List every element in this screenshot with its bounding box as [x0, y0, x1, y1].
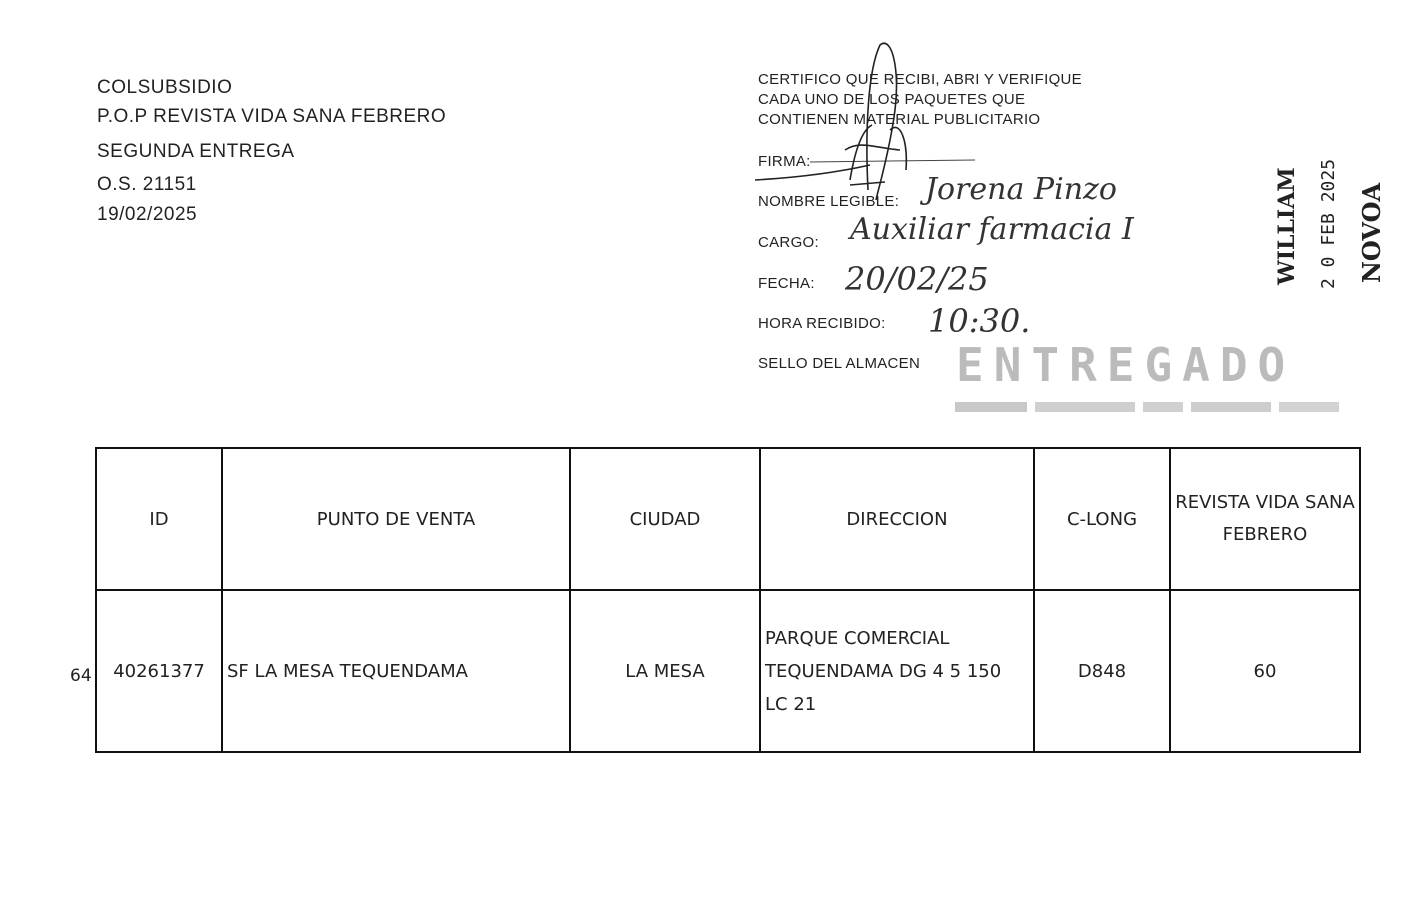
- hora-label: HORA RECIBIDO:: [758, 315, 886, 332]
- cell-punto-de-venta: SF LA MESA TEQUENDAMA: [222, 590, 570, 752]
- entregado-stamp: ENTREGADO: [956, 338, 1296, 392]
- campaign-title: P.O.P REVISTA VIDA SANA FEBRERO: [97, 106, 447, 127]
- cargo-label: CARGO:: [758, 234, 819, 251]
- cell-ciudad: LA MESA: [570, 590, 760, 752]
- cell-id: 40261377: [96, 590, 222, 752]
- document-date: 19/02/2025: [97, 204, 198, 225]
- company-name: COLSUBSIDIO: [97, 77, 233, 98]
- table-header-row: [96, 448, 1360, 590]
- hora-handwritten: 10:30.: [928, 302, 1031, 340]
- fecha-handwritten: 20/02/25: [845, 260, 989, 298]
- header-id: ID: [96, 448, 222, 590]
- stamp-date: 2 0 FEB 2025: [1318, 158, 1339, 289]
- nombre-handwritten: Jorena Pinzo: [925, 172, 1117, 207]
- header-revista: REVISTA VIDA SANA FEBRERO: [1170, 448, 1360, 590]
- fecha-label: FECHA:: [758, 275, 815, 292]
- firma-label: FIRMA:: [758, 153, 811, 170]
- header-c-long: C-LONG: [1034, 448, 1170, 590]
- header-punto-de-venta: PUNTO DE VENTA: [222, 448, 570, 590]
- cargo-handwritten: Auxiliar farmacia I: [850, 212, 1134, 247]
- certificate-line-1: CERTIFICO QUE RECIBI, ABRI Y VERIFIQUE: [758, 71, 1082, 88]
- certificate-line-3: CONTIENEN MATERIAL PUBLICITARIO: [758, 111, 1041, 128]
- cell-direccion: PARQUE COMERCIAL TEQUENDAMA DG 4 5 150 LC 21: [760, 590, 1034, 752]
- cell-revista-quantity: 60: [1170, 590, 1360, 752]
- certificate-line-2: CADA UNO DE LOS PAQUETES QUE: [758, 91, 1026, 108]
- delivery-table: [95, 447, 1361, 753]
- stamp-name-bottom: NOVOA: [1357, 182, 1386, 283]
- cell-c-long: D848: [1034, 590, 1170, 752]
- header-direccion: DIRECCION: [760, 448, 1034, 590]
- entregado-stamp-subline: [955, 398, 1350, 416]
- service-order: O.S. 21151: [97, 174, 197, 195]
- delivery-stage: SEGUNDA ENTREGA: [97, 141, 295, 162]
- header-ciudad: CIUDAD: [570, 448, 760, 590]
- table-row: [96, 590, 1360, 752]
- stamp-name-top: WILLIAM: [1274, 167, 1300, 285]
- nombre-label: NOMBRE LEGIBLE:: [758, 193, 900, 210]
- row-number: 64: [70, 666, 92, 686]
- date-received-stamp: [1262, 155, 1402, 295]
- sello-label: SELLO DEL ALMACEN: [758, 355, 921, 372]
